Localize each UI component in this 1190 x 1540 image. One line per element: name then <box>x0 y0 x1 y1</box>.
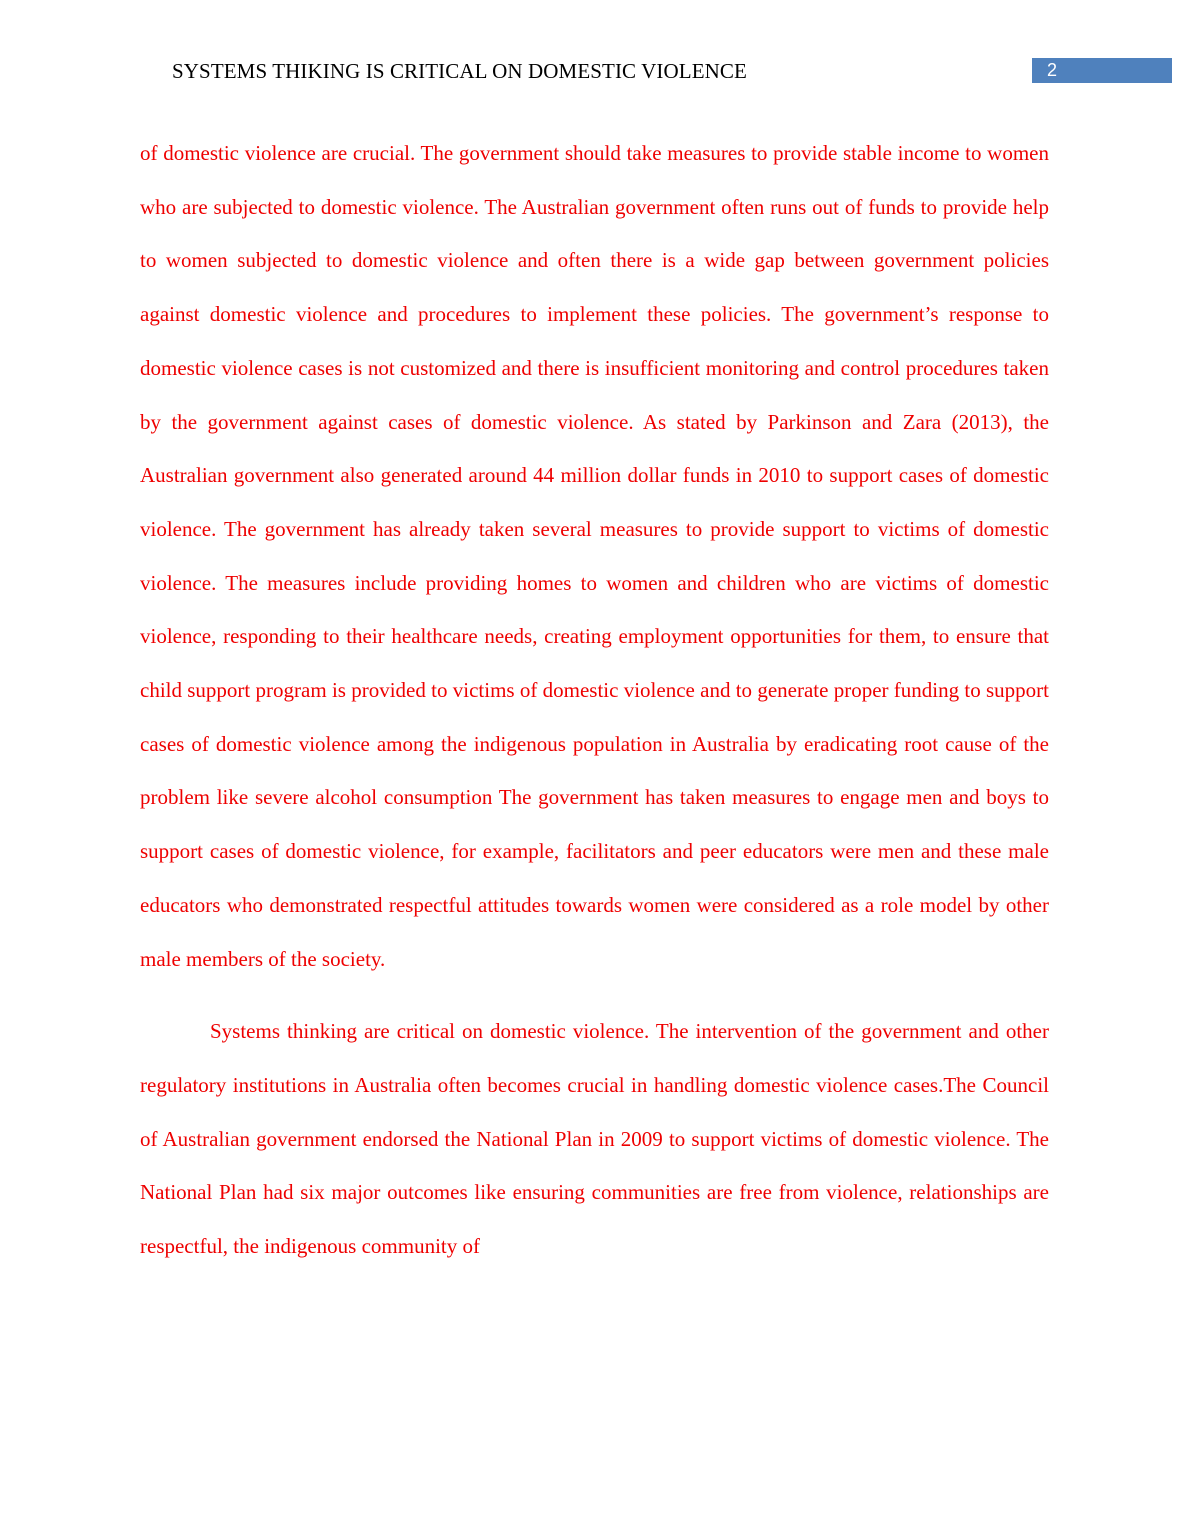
paragraph-systems-thinking: Systems thinking are critical on domestic violence. The intervention of the government and other regulatory institutions in Australia often becomes crucial in handling domestic violence cases.The Council of Australian government endorsed the National Plan in 2009 to support victims of domestic violence. The National Plan had six major outcomes like ensuring communities are free from violence, relationships are respectful, the indigenous community of <box>140 1019 1049 1259</box>
running-header-title: SYSTEMS THIKING IS CRITICAL ON DOMESTIC VIOLENCE <box>172 59 747 83</box>
page-number: 2 <box>1047 60 1058 80</box>
page-number-bar <box>1032 58 1172 83</box>
paragraph-continued: of domestic violence are crucial. The government should take measures to provide stable income to women who are subjected to domestic violence. The Australian government often runs out of funds to provide help to women subjected to domestic violence and often there is a wide gap between government policies against domestic violence and procedures to implement these policies. The government’s response to domestic violence cases is not customized and there is insufficient monitoring and control procedures taken by the government against cases of domestic violence. As stated by Parkinson and Zara (2013), the Australian government also generated around 44 million dollar funds in 2010 to support cases of domestic violence. The government has already taken several measures to provide support to victims of domestic violence. The measures include providing homes to women and children who are victims of domestic violence, responding to their healthcare needs, creating employment opportunities for them, to ensure that child support program is provided to victims of domestic violence and to generate proper funding to support cases of domestic violence among the indigenous population in Australia by eradicating root cause of the problem like severe alcohol consumption The government has taken measures to engage men and boys to support cases of domestic violence, for example, facilitators and peer educators were men and these male educators who demonstrated respectful attitudes towards women were considered as a role model by other male members of the society. <box>140 141 1049 971</box>
body-text <box>140 127 1049 1274</box>
